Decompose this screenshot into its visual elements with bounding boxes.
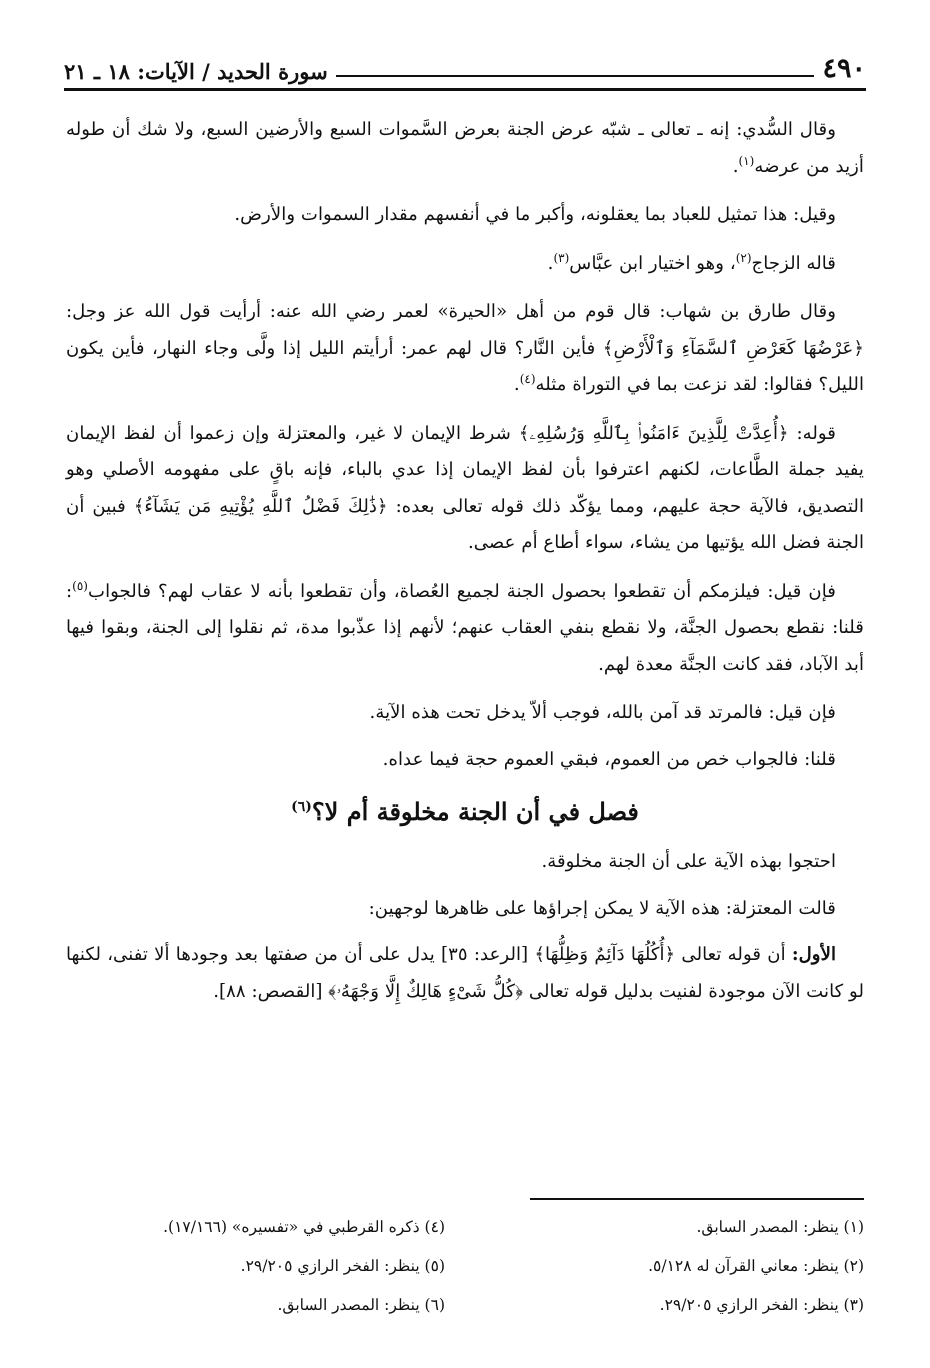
footnote-1: (١) ينظر: المصدر السابق. xyxy=(696,1218,864,1236)
paragraph-murtad: فإن قيل: فالمرتد قد آمن بالله، فوجب ألاّ يدخل تحت هذه الآية. xyxy=(369,702,836,723)
paragraph-qulna: قلنا: فالجواب خص من العموم، فبقي العموم حجة فيما عداه. xyxy=(382,748,836,770)
section-heading xyxy=(66,792,864,832)
paragraph-suddi: وقال السُّدي: إنه ـ تعالى ـ شبّه عرض الجنة بعرض السَّموات السبع والأرضين السبع، ولا شك أن طوله أزيد من عرضه$^{(١)}$. xyxy=(66,119,864,177)
heading-text: فصل في أن الجنة مخلوقة أم لا؟ xyxy=(311,797,639,826)
point-label: الأول: xyxy=(791,944,836,965)
header-line xyxy=(336,75,815,77)
paragraph-zajjaj: قاله الزجاج$^{(٢)}$، وهو اختيار ابن عبَّاس$^{(٣)}$. xyxy=(547,250,836,274)
paragraph-text: ، وهو اختيار ابن عبَّاس xyxy=(569,252,736,274)
footnote-3: (٣) ينظر: الفخر الرازي ٢٩/٢٠٥. xyxy=(659,1296,864,1314)
page-body xyxy=(66,112,864,1022)
footnote-ref-3[interactable]: (٣) xyxy=(553,250,570,265)
footnote-4: (٤) ذكره القرطبي في «تفسيره» (١٧/١٦٦). xyxy=(163,1218,445,1236)
header-rule xyxy=(64,88,866,91)
paragraph-text: : قلنا: نقطع بحصول الجنَّة، ولا نقطع بنفي العقاب عنهم؛ لأنهم إذا عذّبوا مدة، ثم نقلوا إلى الجنة، وبقوا فيها أبد الآباد، فقد كانت الجنَّة معدة لهم. xyxy=(66,580,864,675)
footnote-6: (٦) ينظر: المصدر السابق. xyxy=(277,1296,445,1314)
footnotes xyxy=(66,1208,864,1325)
paragraph-iman: قوله: ﴿أُعِدَّتْ لِلَّذِينَ ءَامَنُوا۟ بِٱللَّهِ وَرُسُلِهِۦ﴾ شرط الإيمان لا غير، والمعتزلة وإن زعموا أن لفظ الإيمان يفيد جملة الطَّاعات، لكنهم اعترفوا بأن لفظ الإيمان إذا عدي بالباء، فإنه باقٍ على مفهومه الأصلي وهو التصديق، فالآية حجة عليهم، ومما يؤكّد ذلك قوله تعالى بعده: ﴿ذَٰلِكَ فَضْلُ ٱللَّهِ يُؤْتِيهِ مَن يَشَآءُ﴾ فبين أن الجنة فضل الله يؤتيها من يشاء، سواء أطاع أم عصى. xyxy=(66,422,864,553)
paragraph-text: وقال طارق بن شهاب: قال قوم من أهل «الحيرة» لعمر رضي الله عنه: أرأيت قول الله عز وجل: ﴿عَرْضُهَا كَعَرْضِ ٱلسَّمَآءِ وَٱلْأَرْضِ﴾ فأين النَّار؟ قال لهم عمر: أرأيتم الليل إذا ولَّى وجاء النهار، فأين يكون الليل؟ فقالوا: لقد نزعت بما في التوراة مثله xyxy=(66,301,864,395)
footnote-ref-4[interactable]: (٤) xyxy=(519,371,536,386)
footnote-ref-5[interactable]: (٥) xyxy=(72,578,88,593)
paragraph-al-awwal xyxy=(66,937,864,1010)
page-number: ٤٩٠ xyxy=(822,53,866,84)
paragraph-text: فإن قيل: فيلزمكم أن تقطعوا بحصول الجنة لجميع العُصاة، وأن تقطعوا بأنه لا عقاب لهم؟ فالجواب xyxy=(87,580,836,602)
paragraph-tariq: وقال طارق بن شهاب: قال قوم من أهل «الحيرة» لعمر رضي الله عنه: أرأيت قول الله عز وجل: ﴿عَرْضُهَا كَعَرْضِ ٱلسَّمَآءِ وَٱلْأَرْضِ﴾ فأين النَّار؟ قال لهم عمر: أرأيتم الليل إذا ولَّى وجاء النهار، فأين يكون الليل؟ فقالوا: لقد نزعت بما في التوراة مثله$^{(٤)}$. xyxy=(66,301,864,395)
footnote-ref-6[interactable]: (٦) xyxy=(291,799,312,815)
paragraph-fa-in-qil xyxy=(66,574,864,684)
running-title: سورة الحديد / الآيات: ١٨ ـ ٢١ xyxy=(64,59,328,84)
page-header xyxy=(64,38,866,82)
footnote-ref-2[interactable]: (٢) xyxy=(735,250,752,265)
footnote-ref-1[interactable]: (١) xyxy=(738,153,755,168)
paragraph-tamthil: وقيل: هذا تمثيل للعباد بما يعقلونه، وأكبر ما في أنفسهم مقدار السموات والأرض. xyxy=(234,204,836,225)
paragraph-text: قاله الزجاج xyxy=(751,252,836,274)
paragraph-mutazila: قالت المعتزلة: هذه الآية لا يمكن إجراؤها على ظاهرها لوجهين: xyxy=(368,897,836,919)
footnote-2: (٢) ينظر: معاني القرآن له ٥/١٢٨. xyxy=(648,1257,864,1275)
paragraph-text: وقال السُّدي: إنه ـ تعالى ـ شبّه عرض الجنة بعرض السَّموات السبع والأرضين السبع، ولا شك أن طوله أزيد من عرضه xyxy=(66,119,864,177)
paragraph-text: أن قوله تعالى ﴿أُكُلُهَا دَآئِمٌ وَظِلُّهَا﴾ [الرعد: ٣٥] يدل على أن من صفتها بعد وجودها ألا تفنى، لكنها لو كانت الآن موجودة لفنيت بدليل قوله تعالى ﴿كُلُّ شَىْءٍ هَالِكٌ إِلَّا وَجْهَهُۥ﴾ [القصص: ٨٨]. xyxy=(66,944,864,1002)
paragraph-ihtajju: احتجوا بهذه الآية على أن الجنة مخلوقة. xyxy=(541,851,836,872)
footnote-rule xyxy=(530,1198,864,1200)
footnote-5: (٥) ينظر: الفخر الرازي ٢٩/٢٠٥. xyxy=(240,1257,445,1275)
